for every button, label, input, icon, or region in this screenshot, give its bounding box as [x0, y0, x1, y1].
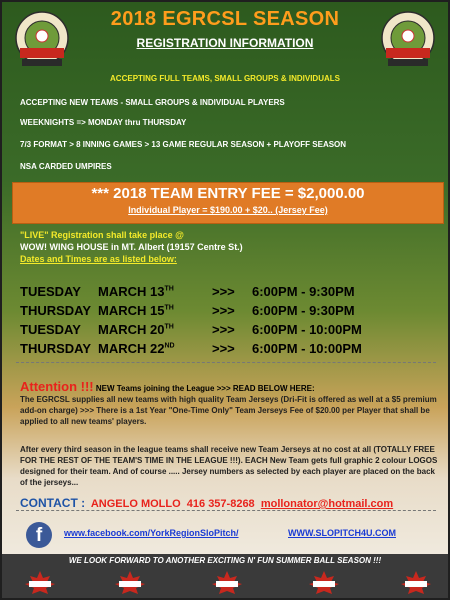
- contact-line: [20, 496, 393, 510]
- schedule-date-suffix: ND: [164, 342, 175, 350]
- schedule-date: MARCH 15: [98, 303, 165, 318]
- fee-box: [12, 182, 444, 224]
- schedule-arrow: >>>: [212, 303, 235, 318]
- schedule-arrow: >>>: [212, 341, 235, 356]
- schedule-date-suffix: TH: [164, 323, 174, 331]
- nsa-logo: [306, 570, 342, 596]
- attention-text: NEW Teams joining the League >>> READ BELOW HERE:: [93, 384, 315, 393]
- info-line-format: 7/3 FORMAT > 8 INNING GAMES > 13 GAME REGULAR SEASON + PLAYOFF SEASON: [20, 140, 347, 149]
- nsa-logo: [112, 570, 148, 596]
- individual-fee: Individual Player = $190.00 + $20.. (Jersey Fee): [128, 205, 328, 215]
- schedule-date: MARCH 20: [98, 322, 165, 337]
- schedule-time: 6:00PM - 9:30PM: [252, 303, 355, 318]
- schedule-day: THURSDAY: [20, 303, 92, 318]
- contact-email-link[interactable]: mollonator@hotmail.com: [260, 498, 394, 510]
- jersey-info-paragraph: The EGRCSL supplies all new teams with high quality Team Jerseys (Dri-Fit is offered as well at a $5 premium add-on charge) >>> There is a 1st Year "One-Time Only" Team Jerseys Fee of $20.00 per Player that shall be applied to all new teams' players.: [20, 395, 437, 426]
- footer-message: WE LOOK FORWARD TO ANOTHER EXCITING N' FUN SUMMER BALL SEASON !!!: [68, 556, 382, 565]
- schedule-time: 6:00PM - 10:00PM: [252, 322, 362, 337]
- free-jersey-paragraph: After every third season in the league teams shall receive new Team Jerseys at no cost at all (TOTALLY FREE FOR THE REST OF THE TEAM'S TIME IN THE LEAGUE !!!). EACH New Team gets full graphic 2 colour LOGOS designed for their team. And of course ..... Jersey numbers as selected by each player are placed on the back of the jerseys...: [20, 445, 438, 487]
- schedule-date: MARCH 13: [98, 284, 165, 299]
- divider: [16, 362, 436, 363]
- schedule-date-suffix: TH: [164, 285, 174, 293]
- contact-phone: 416 357-8268: [186, 498, 255, 510]
- website-link[interactable]: WWW.SLOPITCH4U.COM: [288, 528, 396, 538]
- live-registration-heading: "LIVE" Registration shall take place @: [20, 230, 184, 240]
- schedule-date: MARCH 22: [98, 341, 165, 356]
- nsa-logo: [398, 570, 434, 596]
- live-registration-venue: WOW! WING HOUSE in MT. Albert (19157 Centre St.): [20, 242, 243, 252]
- poster-title: 2018 EGRCSL SEASON: [110, 8, 340, 30]
- nsa-logo: [209, 570, 245, 596]
- attention-label: Attention !!!: [20, 379, 94, 394]
- info-line-umpires: NSA CARDED UMPIRES: [20, 162, 112, 171]
- facebook-link[interactable]: www.facebook.com/YorkRegionSloPitch/: [64, 528, 239, 538]
- info-line-weeknights: WEEKNIGHTS => MONDAY thru THURSDAY: [20, 118, 187, 127]
- schedule-arrow: >>>: [212, 322, 235, 337]
- accepting-banner: ACCEPTING FULL TEAMS, SMALL GROUPS & INDIVIDUALS: [110, 74, 340, 83]
- schedule-arrow: >>>: [212, 284, 235, 299]
- facebook-icon[interactable]: f: [26, 522, 52, 548]
- schedule-date-suffix: TH: [164, 304, 174, 312]
- schedule-day: THURSDAY: [20, 341, 92, 356]
- poster-subtitle: REGISTRATION INFORMATION: [136, 36, 314, 50]
- nsa-logo: [22, 570, 58, 596]
- schedule-time: 6:00PM - 10:00PM: [252, 341, 362, 356]
- schedule-time: 6:00PM - 9:30PM: [252, 284, 355, 299]
- live-registration-dates-note: Dates and Times are as listed below:: [20, 254, 177, 264]
- contact-label: CONTACT :: [20, 496, 86, 510]
- contact-name: ANGELO MOLLO: [90, 498, 181, 510]
- schedule-day: TUESDAY: [20, 322, 81, 337]
- divider: [16, 510, 436, 511]
- team-entry-fee: *** 2018 TEAM ENTRY FEE = $2,000.00: [91, 185, 365, 202]
- schedule-day: TUESDAY: [20, 284, 81, 299]
- info-line-new-teams: ACCEPTING NEW TEAMS - SMALL GROUPS & INDIVIDUAL PLAYERS: [20, 98, 285, 107]
